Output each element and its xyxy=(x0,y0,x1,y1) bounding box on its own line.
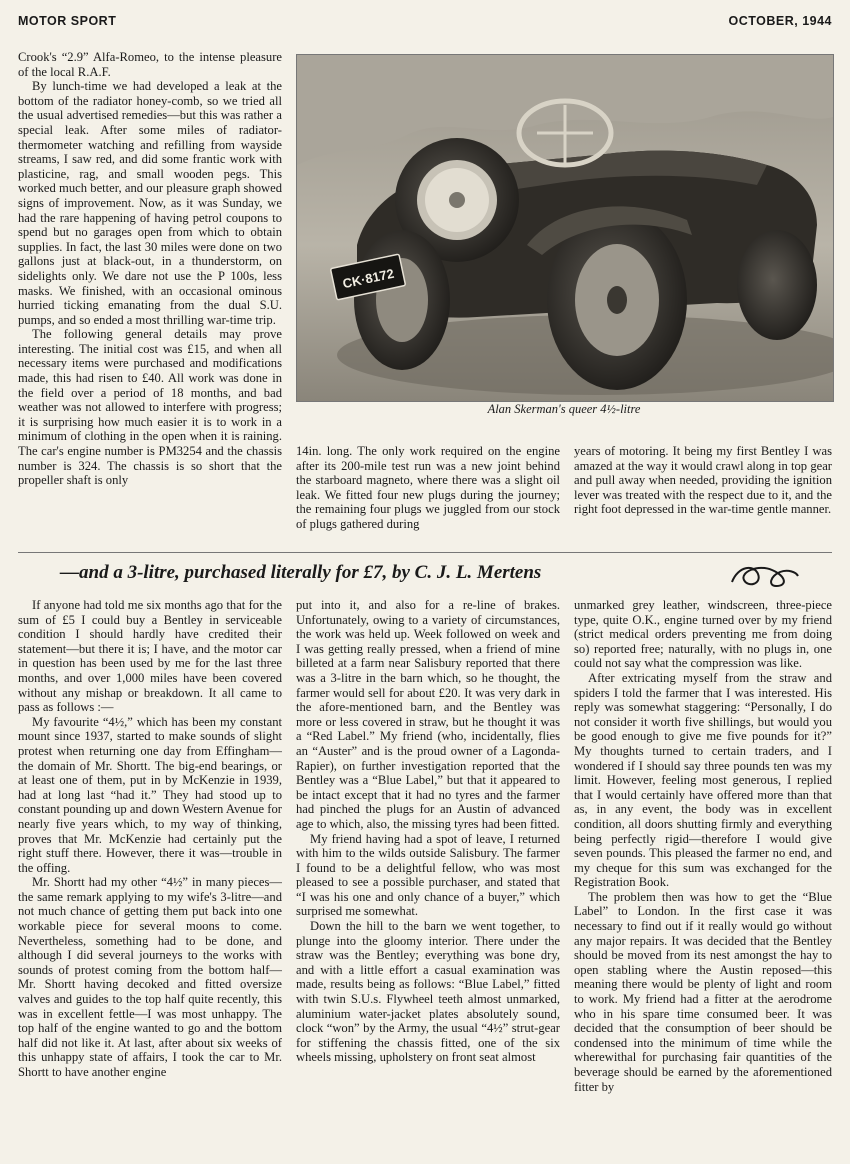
article1-column3 xyxy=(574,444,832,544)
magazine-title: MOTOR SPORT xyxy=(18,14,117,28)
issue-date: OCTOBER, 1944 xyxy=(728,14,832,28)
article2-column3 xyxy=(574,598,832,1146)
paragraph: unmarked grey leather, windscreen, three-piece type, quite O.K., engine turned over by my friend (strict medical orders preventing me from doing so) reported free; naturally, with no plugs in, one could not say what the compression was like. xyxy=(574,598,832,671)
paragraph: The following general details may prove interesting. The initial cost was £15, and when all necessary items were purchased and modifications made, this had risen to £40. All work was done in the field over a period of 18 months, and bad weather was not allowed to interfere with progress; it is surprising how much easier it is to work in a minimum of clothing in the open when it is raining. The car's engine number is PM3254 and the chassis number is 324. The chassis is so short that the propeller shaft is only xyxy=(18,327,282,488)
article1-column1 xyxy=(18,50,282,544)
article1-column2 xyxy=(296,444,560,544)
paragraph: Mr. Shortt had my other “4½” in many pieces—the same remark applying to my wife's 3-litre—and not much chance of getting them put back into one workable piece for several moons to come. Nevertheless, something had to be done, and although I did several journeys to the works with sounds of protest coming from the bottom half—Mr. Shortt having decoked and fitted oversize valves and guides to the top half quite recently, this was in excellent fettle—I was most unhappy. The top half of the engine wanted to go and the bottom half did not like it. At last, after about six weeks of this unhappy state of affairs, I took the car to Mr. Shortt to have another engine xyxy=(18,875,282,1079)
number-plate: CK·8172 xyxy=(341,265,396,292)
divider xyxy=(18,552,832,553)
car-photo xyxy=(296,54,834,402)
article2-column2 xyxy=(296,598,560,1146)
paragraph: years of motoring. It being my first Bentley I was amazed at the way it would crawl along in top gear and pull away when needed, providing the ignition lever was treated with the respect due to it, and the right foot depressed in the war-time gentle manner. xyxy=(574,444,832,517)
paragraph: Crook's “2.9” Alfa-Romeo, to the intense pleasure of the local R.A.F. xyxy=(18,50,282,79)
paragraph: The problem then was how to get the “Blue Label” to London. In the first case it was necessary to find out if it really would go without any major repairs. It was decided that the Bentley should be moved from its nest amongst the hay to open stabling where the Austin reposed—this meaning there would be plenty of light and room to work. My friend had a fitter at the aerodrome who in his spare time consumed beer. It was decided that the consumption of beer should be condensed into the minimum of time while the wherewithal for purchasing fair quantities of the beverage should be earned by the aforementioned fitter by xyxy=(574,889,832,1094)
article2-column1 xyxy=(18,598,282,1146)
flourish-ornament-icon xyxy=(728,560,800,590)
vintage-bentley-photo xyxy=(297,55,833,401)
paragraph: My friend having had a spot of leave, I returned with him to the wilds outside Salisbury. The farmer I found to be a delightful fellow, who was most pleased to see a possible purchaser, and stated that “I was his one and only chance of a buyer,” which surprised me somewhat. xyxy=(296,831,560,919)
paragraph: My favourite “4½,” which has been my constant mount since 1937, started to make sounds of slight protest when returning one day from Effingham—the domain of Mr. Shortt. The big-end bearings, or at least one of them, put in by McKenzie in 1939, had at long last “had it.” They had stood up to constant pounding up and down Western Avenue for nearly five years which, to my way of thinking, proves that Mr. McKenzie had certainly put the right stuff there. However, there it was—trouble in the offing. xyxy=(18,714,282,875)
paragraph: After extricating myself from the straw and spiders I told the farmer that I was interested. His reply was somewhat staggering: “Personally, I do not consider it worth five shillings, but would you be good enough to give me five pounds for it?” My thoughts turned to certain traders, and I wondered if I should say three pounds ten was my limit. However, feeling most generous, I replied that I would certainly have offered more than that as, in any event, the body was in excellent condition, all doors shutting firmly and everything being perfectly rigid—therefore I would give seven pounds. This pleased the farmer no end, and my cheque for this sum was exchanged for the Registration Book. xyxy=(574,670,832,890)
paragraph: If anyone had told me six months ago that for the sum of £5 I could buy a Bentley in serviceable condition I should hardly have credited their statement—but there it is; I have, and the motor car in question has been used by me for the last three months, and over 1,000 miles have been covered without any mishap or breakdown. It all came to pass as follows :— xyxy=(18,598,282,715)
paragraph: Down the hill to the barn we went together, to plunge into the gloomy interior. There under the straw was the Bentley; everything was bone dry, and with a little effort a casual examination was made, results being as follows: “Blue Label,” fitted with twin S.U.s. Flywheel teeth almost unmarked, aluminium water-jacket plates absolutely sound, clock “won” by the Army, the usual “4½” strut-gear for stiffening the chassis fitted, one of the six wheels missing, upholstery on front seat almost xyxy=(296,919,560,1065)
paragraph: put into it, and also for a re-line of brakes. Unfortunately, owing to a variety of circumstances, the work was held up. Week followed on week and I was getting really pressed, when a friend of mine billeted at a farm near Salisbury reported that there was a 3-litre in the barn which, so he thought, the farmer would sell for about £20. It was very dark in the afore-mentioned barn, and the Bentley was more or less covered in straw, but he thought it was a “Red Label.” My friend (who, incidentally, flies an “Auster” and is the proud owner of a Lagonda-Rapier), on further investigation reported that the Bentley was a “Blue Label,” but that it appeared to be intact except that it had no tyres and the farmer had pinched the plugs for an Austin of advanced age to which, also, the missing tyres had been fitted. xyxy=(296,598,560,831)
article2-headline: —and a 3-litre, purchased literally for £7, by C. J. L. Mertens xyxy=(60,562,542,583)
paragraph: By lunch-time we had developed a leak at the bottom of the radiator honey-comb, so we tried all the usual advertised remedies—but this was rather a special leak. After some miles of radiator-thermometer watching and refilling from wayside streams, I saw red, and did some frantic work with plasticine, rag, and small wooden pegs. This worked much better, and our pleasure graph showed signs of improvement. Now, as it was Sunday, we had the rare happening of having petrol coupons to spend but no garages open from which to obtain supplies. In fact, the last 30 miles were done on two gallons just at black-out, in a thunderstorm, on sidelights only. We dare not use the P 100s, less masks. We finished, with an occasional ominous hurried ticking emanating from the dual S.U. pumps, and so ended a most thrilling war-time trip. xyxy=(18,79,282,327)
photo-caption: Alan Skerman's queer 4½-litre xyxy=(487,402,641,416)
paragraph: 14in. long. The only work required on the engine after its 200-mile test run was a new joint behind the starboard magneto, where there was a slight oil leak. We fitted four new plugs during the journey; the remaining four plugs we juggled from our stock of plugs gathered during xyxy=(296,444,560,531)
